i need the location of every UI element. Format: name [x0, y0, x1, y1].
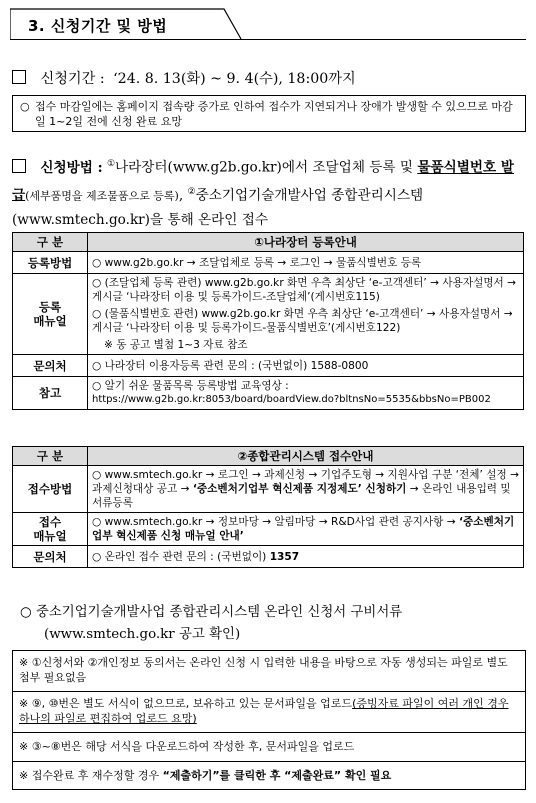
- method-part3: (www.smtech.go.kr)을 통해 온라인 접수: [12, 212, 269, 229]
- period-label: 신청기간 :: [40, 71, 105, 87]
- t2-method-label: 접수방법: [13, 466, 88, 513]
- remark-2-text: ※ ⑨, ⑩번은 별도 서식이 없으므로, 보유하고 있는 문서파일을 업로드: [19, 697, 353, 710]
- docs-line2: (www.smtech.go.kr 공고 확인): [44, 627, 241, 642]
- t2-manual-label: [13, 513, 88, 546]
- docs-line1: ○ 중소기업기술개발사업 종합관리시스템 온라인 신청서 구비서류: [20, 605, 403, 620]
- section-title: 3. 신청기간 및 방법: [28, 17, 168, 35]
- period-value: ‘24. 8. 13(화) ~ 9. 4(수), 18:00까지: [113, 71, 356, 87]
- t2-manual-bold: ‘중소벤처기업부 혁신제품 신청 매뉴얼 안내’: [92, 516, 515, 542]
- remark-2-underlined: (증빙자료 파일이 여러 개인 경우 하나의 파일로 편집하여 업로드 요망): [19, 697, 509, 725]
- t2-method-cell: [88, 466, 524, 513]
- t2-contact-cell: [88, 546, 524, 568]
- t1-manual-cell: [88, 274, 524, 355]
- docs-block: [20, 602, 526, 646]
- method-part1-underlined: 물품식별번호 발급: [12, 159, 514, 204]
- method-block: 신청방법 : ①나라장터(www.g2b.go.kr)에서 조달업체 등록 및 물품식별번호 발급(세부품명을 제조물품으로 등록), ②중소기업기술개발사업 종합관리시스템 (www.smtech.go.kr)을 통해 온라인 접수: [12, 159, 514, 229]
- remark-3: ※ ③~⑧번은 해당 서식을 다운로드하여 작성한 후, 문서파일을 업로드: [13, 733, 525, 762]
- t1-ref-cell: [88, 377, 524, 410]
- t1-manual-3: ※ 동 공고 별첨 1~3 자료 참조: [104, 339, 248, 351]
- t2-manual-label-text: 접수 매뉴얼: [33, 515, 67, 543]
- method-part1-small: (세부품명을 제조물품으로 등록): [25, 189, 179, 203]
- period-row: [12, 68, 356, 88]
- g2b-table: [12, 232, 524, 410]
- remark-2: [13, 692, 525, 733]
- t2-contact-label: 문의처: [13, 546, 88, 568]
- t1-ref-value: ○ 알기 쉬운 물품목록 등록방법 교육영상 :: [92, 380, 289, 392]
- t2-method-a: ○ www.smtech.go.kr → 로그인 → 과제신청 → 기업주도형 → 지원사업 구분 ‘전체’ 설정 → 과제신청대상 공고 →: [92, 469, 519, 495]
- t1-ref-url[interactable]: https://www.g2b.go.kr:8053/board/boardView.do?bltnsNo=5535&bbsNo=PB002: [92, 394, 491, 405]
- remarks-box: [12, 650, 526, 790]
- period-note-box: [12, 95, 526, 132]
- t2-manual-a: ○ www.smtech.go.kr → 정보마당 → 알림마당 → R&D사업 관련 공지사항 →: [92, 516, 459, 528]
- method-label: 신청방법 :: [40, 159, 103, 176]
- table1-header-title: ①나라장터 등록안내: [88, 233, 524, 252]
- t1-manual-1: ○ (조달업체 등록 관련) www.g2b.go.kr 화면 우측 최상단 ‘e-고객센터’ → 사용자설명서 → 게시글 ‘나라장터 이용 및 등록가이드-조달업체’(게시번호115): [92, 277, 517, 303]
- t1-manual-label-text: 등록 매뉴얼: [33, 300, 67, 328]
- remark-4-text: ※ 접수완료 후 재수정할 경우: [19, 769, 163, 782]
- table2-header-title: ②종합관리시스템 접수안내: [88, 447, 524, 466]
- t1-contact-value: ○ 나라장터 이용자등록 관련 문의 : (국번없이) 1588-0800: [88, 355, 524, 377]
- remark-4-bold: “제출하기”를 클릭한 후 “제출완료” 확인 필요: [162, 769, 392, 782]
- table1-header-col: 구 분: [13, 233, 88, 252]
- t1-ref-label: 참고: [13, 377, 88, 410]
- circle-bullet-icon: ○: [20, 100, 30, 113]
- method-part2: 중소기업기술개발사업 종합관리시스템: [195, 187, 424, 204]
- t1-manual-label: [13, 274, 88, 355]
- sup-1: ①: [106, 159, 116, 169]
- t1-contact-label: 문의처: [13, 355, 88, 377]
- t2-method-c: → 온라인 내용입력 및 서류등록: [92, 483, 511, 509]
- method-part1: 나라장터(www.g2b.go.kr)에서 조달업체 등록 및: [115, 159, 413, 176]
- t2-contact-a: ○ 온라인 접수 관련 문의 : (국번없이): [92, 550, 270, 563]
- checkbox-square-icon: [12, 159, 26, 173]
- period-note: 접수 마감일에는 홈페이지 접속량 증가로 인하여 접수가 지연되거나 장애가 발생할 수 있으므로 마감일 1~2일 전에 신청 완료 요망: [35, 100, 513, 128]
- t2-contact-bold: 1357: [269, 550, 300, 563]
- sup-2: ②: [187, 186, 196, 197]
- table2-header-col: 구 분: [13, 447, 88, 466]
- remark-4: [13, 762, 525, 789]
- t2-manual-cell: [88, 513, 524, 546]
- section-divider: [10, 39, 526, 40]
- t1-reg-value: ○ www.g2b.go.kr → 조달업체로 등록 → 로그인 → 물품식별번호 등록: [88, 252, 524, 274]
- t1-reg-label: 등록방법: [13, 252, 88, 274]
- remark-1: ※ ①신청서와 ②개인정보 동의서는 온라인 신청 시 입력한 내용을 바탕으로 자동 생성되는 파일로 별도 첨부 필요없음: [13, 651, 525, 692]
- smtech-table: [12, 446, 524, 568]
- section-header: [10, 8, 242, 40]
- t2-method-bold: ‘중소벤처기업부 혁신제품 지정제도’ 신청하기: [192, 483, 407, 495]
- checkbox-square-icon: [12, 70, 26, 84]
- t1-manual-2: ○ (물품식별번호 관련) www.g2b.go.kr 화면 우측 최상단 ‘e-고객센터’ → 사용자설명서 → 게시글 ‘나라장터 이용 및 등록가이드-물품식별번호’(게시번호122): [92, 308, 513, 334]
